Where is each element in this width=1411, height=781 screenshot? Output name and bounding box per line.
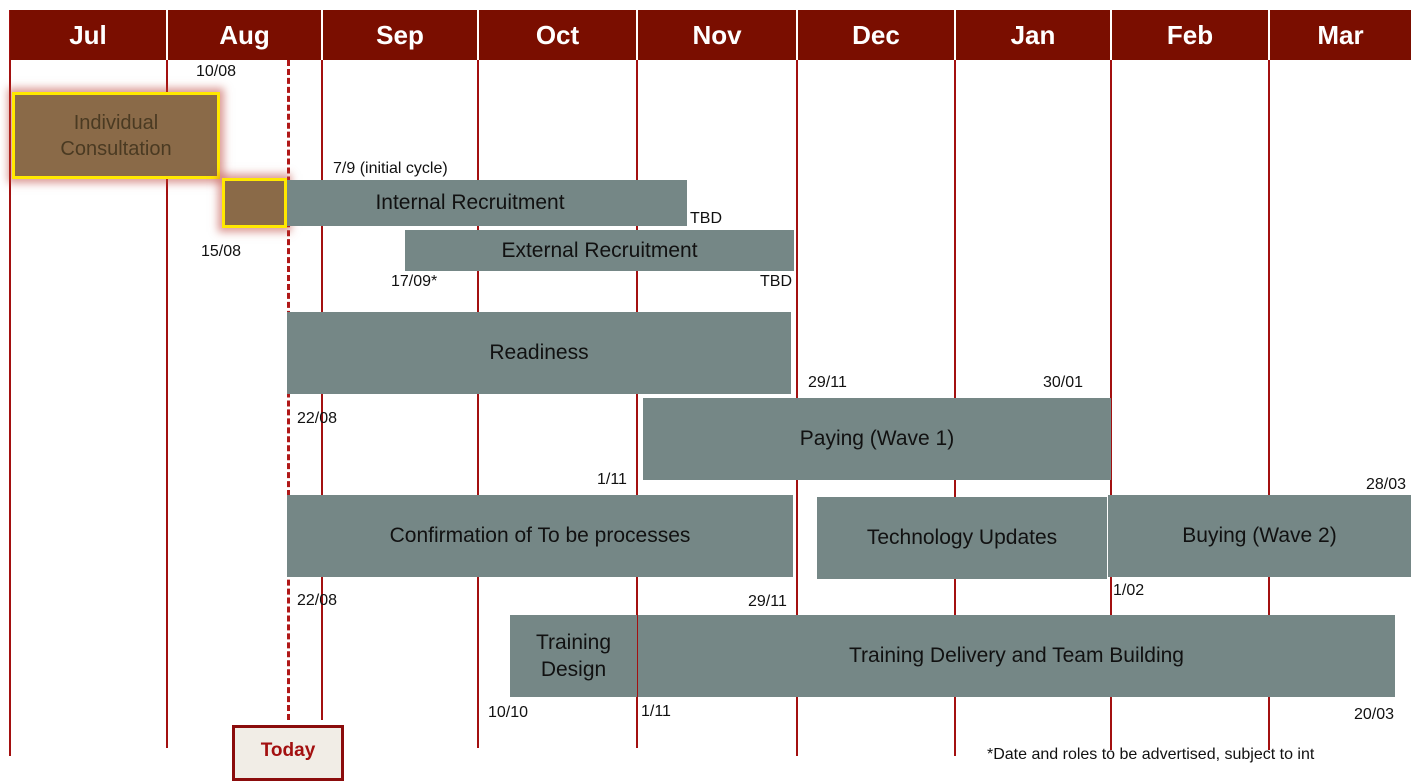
date-label: 22/08 [297, 410, 338, 427]
bar-external-recruitment [405, 230, 794, 271]
month-header [10, 10, 1411, 60]
month-oct: Oct [535, 20, 580, 50]
date-label: 10/08 [196, 63, 237, 80]
bar-label: Confirmation of To be processes [389, 524, 691, 548]
header-separator [477, 10, 479, 60]
date-label: 20/03 [1354, 706, 1395, 723]
date-label: 15/08 [201, 243, 242, 260]
bar-training-delivery-and-team-building [638, 615, 1395, 697]
bar-label: Buying (Wave 2) [1182, 524, 1337, 548]
bar-consultation-extension [222, 178, 287, 228]
month-nov: Nov [692, 20, 742, 50]
bar-buying-wave-2 [1108, 495, 1411, 577]
footnote: *Date and roles to be advertised, subject to int [987, 746, 1315, 763]
bar-label: Training Delivery and Team Building [848, 644, 1184, 668]
bar-label: External Recruitment [501, 238, 698, 262]
bar-confirmation-of-to-be-processes [287, 495, 793, 577]
bar-label: Technology Updates [866, 526, 1058, 550]
month-mar: Mar [1317, 20, 1364, 50]
date-label: 29/11 [808, 374, 847, 391]
date-label: 30/01 [1043, 374, 1084, 391]
date-label: 17/09* [391, 273, 438, 290]
bar-label: Training Design [535, 630, 612, 681]
bar-label: Individual Consultation [60, 111, 172, 160]
bar-label: Internal Recruitment [375, 191, 565, 215]
gridline-jul-start [9, 10, 11, 756]
date-label: 10/10 [488, 704, 529, 721]
bar-individual-consultation [12, 92, 220, 179]
header-separator [954, 10, 956, 60]
bar-technology-updates [817, 497, 1107, 579]
header-separator [1268, 10, 1270, 60]
month-jul: Jul [69, 20, 107, 50]
month-aug: Aug [219, 20, 270, 50]
date-label: 28/03 [1366, 476, 1407, 493]
header-separator [1110, 10, 1112, 60]
header-separator [636, 10, 638, 60]
month-dec: Dec [852, 20, 900, 50]
month-feb: Feb [1166, 20, 1214, 50]
month-jan: Jan [1010, 20, 1056, 50]
date-label: 1/02 [1113, 582, 1145, 599]
date-label: 22/08 [297, 592, 338, 609]
bar-label: Paying (Wave 1) [799, 427, 955, 451]
date-label: 1/11 [597, 471, 627, 488]
header-separator [166, 10, 168, 60]
bar-readiness [287, 312, 791, 394]
header-separator [796, 10, 798, 60]
bar-training-design [510, 615, 637, 697]
header-separator [321, 10, 323, 60]
today-badge: Today [232, 725, 344, 781]
month-sep: Sep [376, 20, 424, 50]
bar-label: Readiness [489, 341, 589, 365]
bar-paying-wave-1 [643, 398, 1111, 480]
date-label: 7/9 (initial cycle) [333, 160, 448, 177]
date-label: 1/11 [641, 703, 671, 720]
date-label: 29/11 [748, 593, 787, 610]
date-label: TBD [690, 210, 722, 227]
bar-internal-recruitment [287, 180, 687, 226]
date-label: TBD [760, 273, 792, 290]
